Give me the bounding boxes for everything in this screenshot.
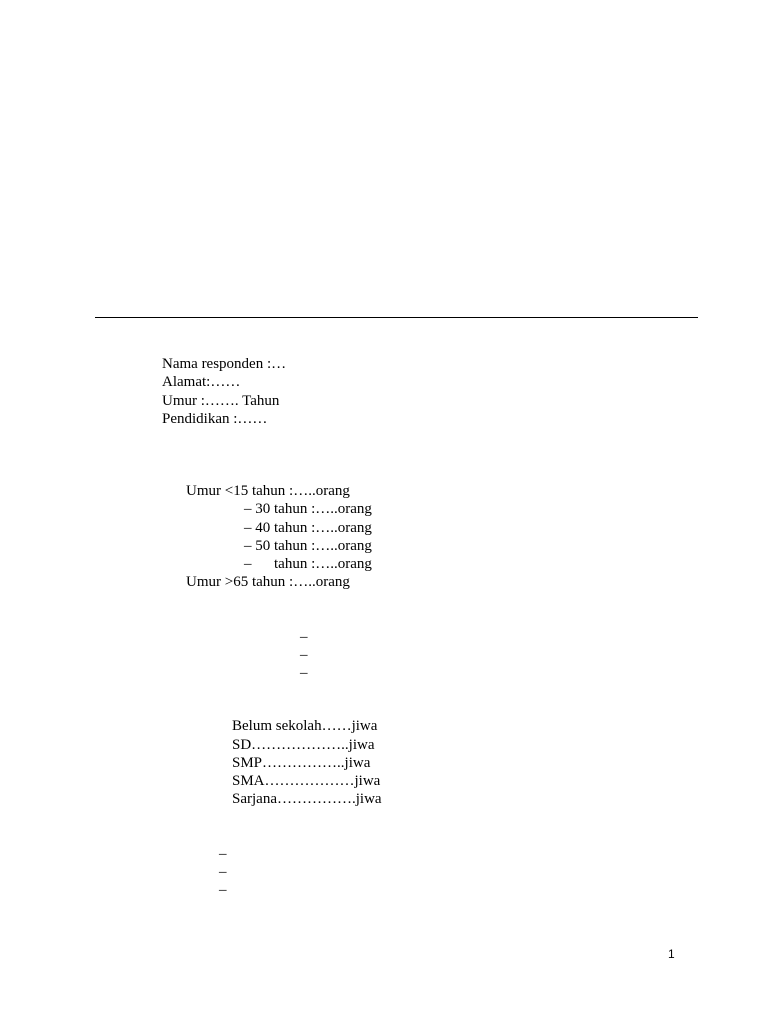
dash-list-1-item: –	[300, 665, 308, 681]
age-group-under-15: Umur <15 tahun :…..orang	[186, 483, 350, 499]
age-group-50: – 50 tahun :…..orang	[244, 538, 372, 554]
respondent-age-field: Umur :……. Tahun	[162, 393, 280, 409]
education-sarjana: Sarjana…………….jiwa	[232, 791, 382, 807]
age-group-30: – 30 tahun :…..orang	[244, 501, 372, 517]
dash-list-2-item: –	[219, 846, 227, 862]
horizontal-rule	[95, 317, 698, 318]
education-belum-sekolah: Belum sekolah……jiwa	[232, 718, 378, 734]
page-number: 1	[668, 947, 675, 961]
dash-list-2-item: –	[219, 882, 227, 898]
age-group-blank: – tahun :…..orang	[244, 556, 372, 572]
education-sma: SMA………………jiwa	[232, 773, 381, 789]
age-group-40: – 40 tahun :…..orang	[244, 520, 372, 536]
respondent-address-field: Alamat:……	[162, 374, 241, 390]
respondent-name-field: Nama responden :…	[162, 356, 287, 372]
dash-list-2-item: –	[219, 864, 227, 880]
respondent-education-field: Pendidikan :……	[162, 411, 268, 427]
dash-list-1-item: –	[300, 629, 308, 645]
education-smp: SMP……………..jiwa	[232, 755, 371, 771]
education-sd: SD………………..jiwa	[232, 737, 375, 753]
dash-list-1-item: –	[300, 647, 308, 663]
age-group-over-65: Umur >65 tahun :…..orang	[186, 574, 350, 590]
